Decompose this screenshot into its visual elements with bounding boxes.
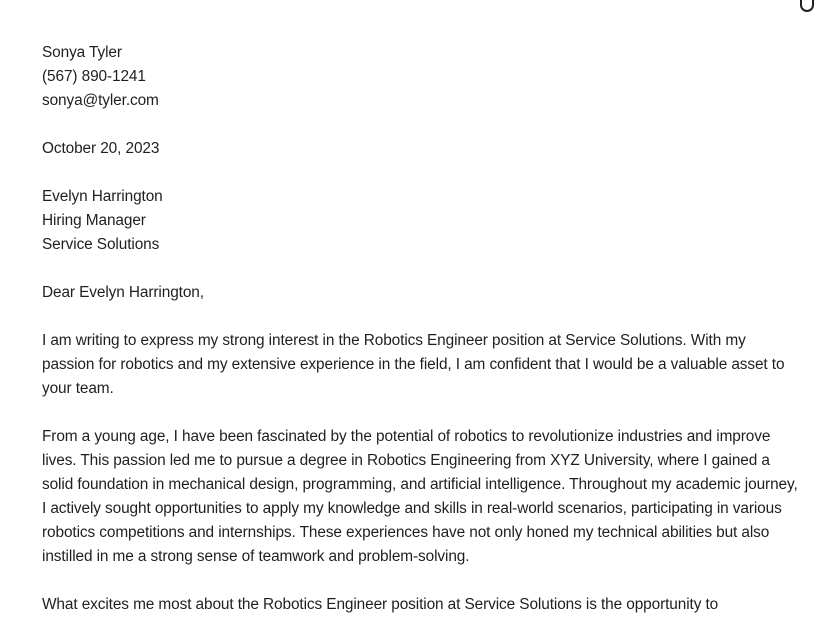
sender-phone: (567) 890-1241 [42,68,146,85]
recipient-company: Service Solutions [42,236,160,253]
letter-date: October 20, 2023 [42,140,160,157]
salutation: Dear Evelyn Harrington, [42,284,204,301]
partial-glyph-icon [800,0,814,12]
sender-email: sonya@tyler.com [42,92,159,109]
cover-letter [42,41,802,617]
recipient-name: Evelyn Harrington [42,188,163,205]
recipient-title: Hiring Manager [42,212,146,229]
body-paragraph-2: From a young age, I have been fascinated by the potential of robotics to revolutionize industries and improve lives. This passion led me to pursue a degree in Robotics Engineering from XYZ University, where I gained a solid foundation in mechanical design, programming, and artificial intelligence. Throughout my academic journey, I actively sought opportunities to apply my knowledge and skills in real-world scenarios, participating in various robotics competitions and internships. These experiences have not only honed my technical abilities but also instilled in me a strong sense of teamwork and problem-solving. [42,428,798,565]
body-paragraph-3: What excites me most about the Robotics Engineer position at Service Solutions is the opportunity to [42,596,719,613]
sender-name: Sonya Tyler [42,44,122,61]
body-paragraph-1: I am writing to express my strong interest in the Robotics Engineer position at Service Solutions. With my passion for robotics and my extensive experience in the field, I am confident that I would be a valuable asset to your team. [42,332,785,397]
